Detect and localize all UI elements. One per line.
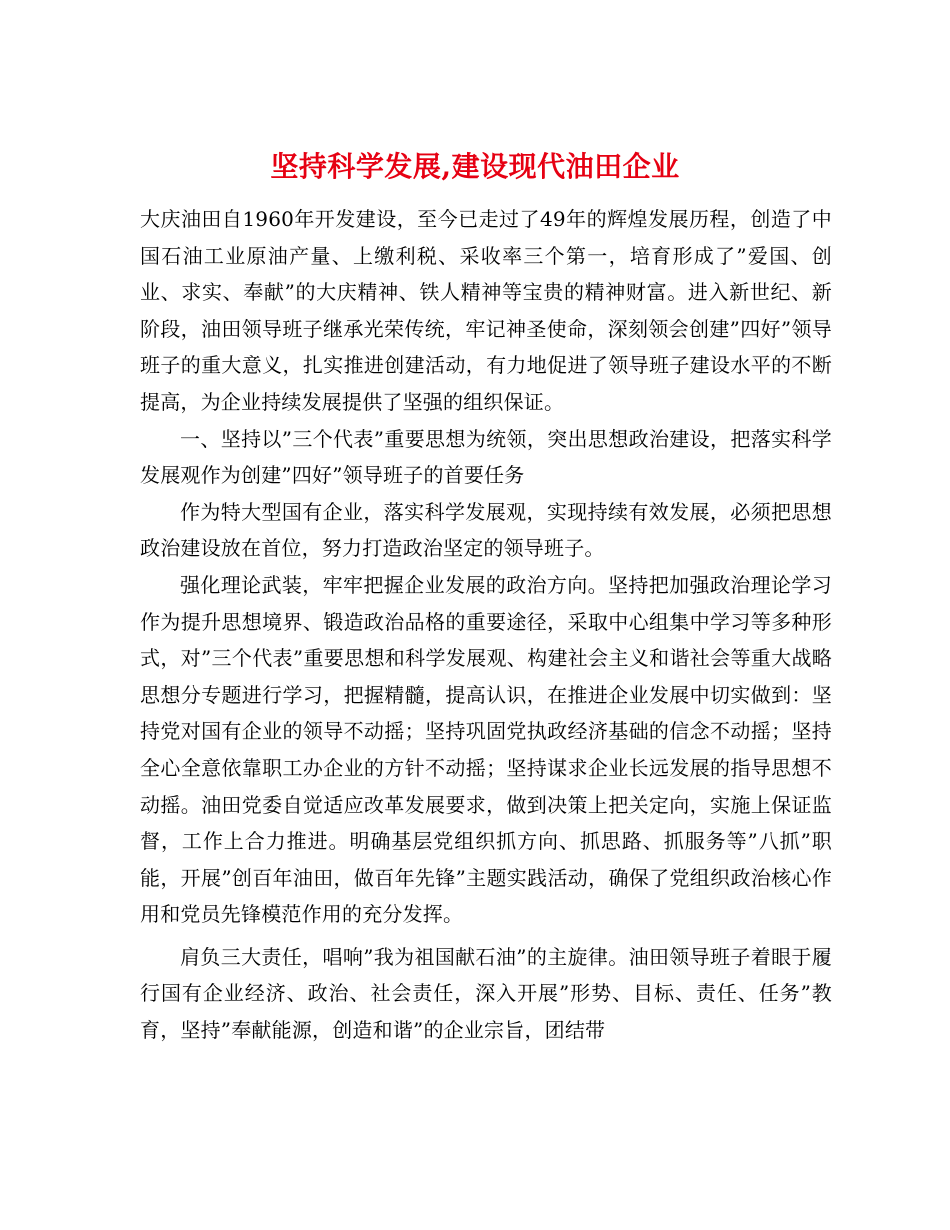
- paragraph-body: 肩负三大责任，唱响”我为祖国献石油”的主旋律。油田领导班子着眼于履行国有企业经济、政治、社会责任，深入开展”形势、目标、责任、任务”教育，坚持”奉献能源，创造和谐”的企业宗旨，团结带: [140, 944, 832, 1043]
- paragraph-body: 作为特大型国有企业，落实科学发展观，实现持续有效发展，必须把思想政治建设放在首位，努力打造政治坚定的领导班子。: [140, 499, 832, 561]
- document-title: 坚持科学发展,建设现代油田企业: [270, 149, 680, 183]
- paragraph-body: 强化理论武装，牢牢把握企业发展的政治方向。坚持把加强政治理论学习作为提升思想境界、锻造政治品格的重要途径，采取中心组集中学习等多种形式，对”三个代表”重要思想和科学发展观、构建社会主义和谐社会等重大战略思想分专题进行学习，把握精髓，提高认识，在推进企业发展中切实做到：坚持党对国有企业的领导不动摇；坚持巩固党执政经济基础的信念不动摇；坚持全心全意依靠职工办企业的方针不动摇；坚持谋求企业长远发展的指导思想不动摇。油田党委自觉适应改革发展要求，做到决策上把关定向，实施上保证监督，工作上合力推进。明确基层党组织抓方向、抓思路、抓服务等”八抓”职能，开展”创百年油田，做百年先锋”主题实践活动，确保了党组织政治核心作用和党员先锋模范作用的充分发挥。: [140, 572, 832, 927]
- paragraph-section-heading: 一、坚持以”三个代表”重要思想为统领，突出思想政治建设，把落实科学发展观作为创建”四好”领导班子的首要任务: [140, 426, 832, 488]
- document-body: [140, 201, 832, 1049]
- paragraph-intro: 大庆油田自1960年开发建设，至今已走过了49年的辉煌发展历程，创造了中国石油工业原油产量、上缴利税、采收率三个第一，培育形成了”爱国、创业、求实、奉献”的大庆精神、铁人精神等宝贵的精神财富。进入新世纪、新阶段，油田领导班子继承光荣传统，牢记神圣使命，深刻领会创建”四好”领导班子的重大意义，扎实推进创建活动，有力地促进了领导班子建设水平的不断提高，为企业持续发展提供了坚强的组织保证。: [140, 207, 832, 414]
